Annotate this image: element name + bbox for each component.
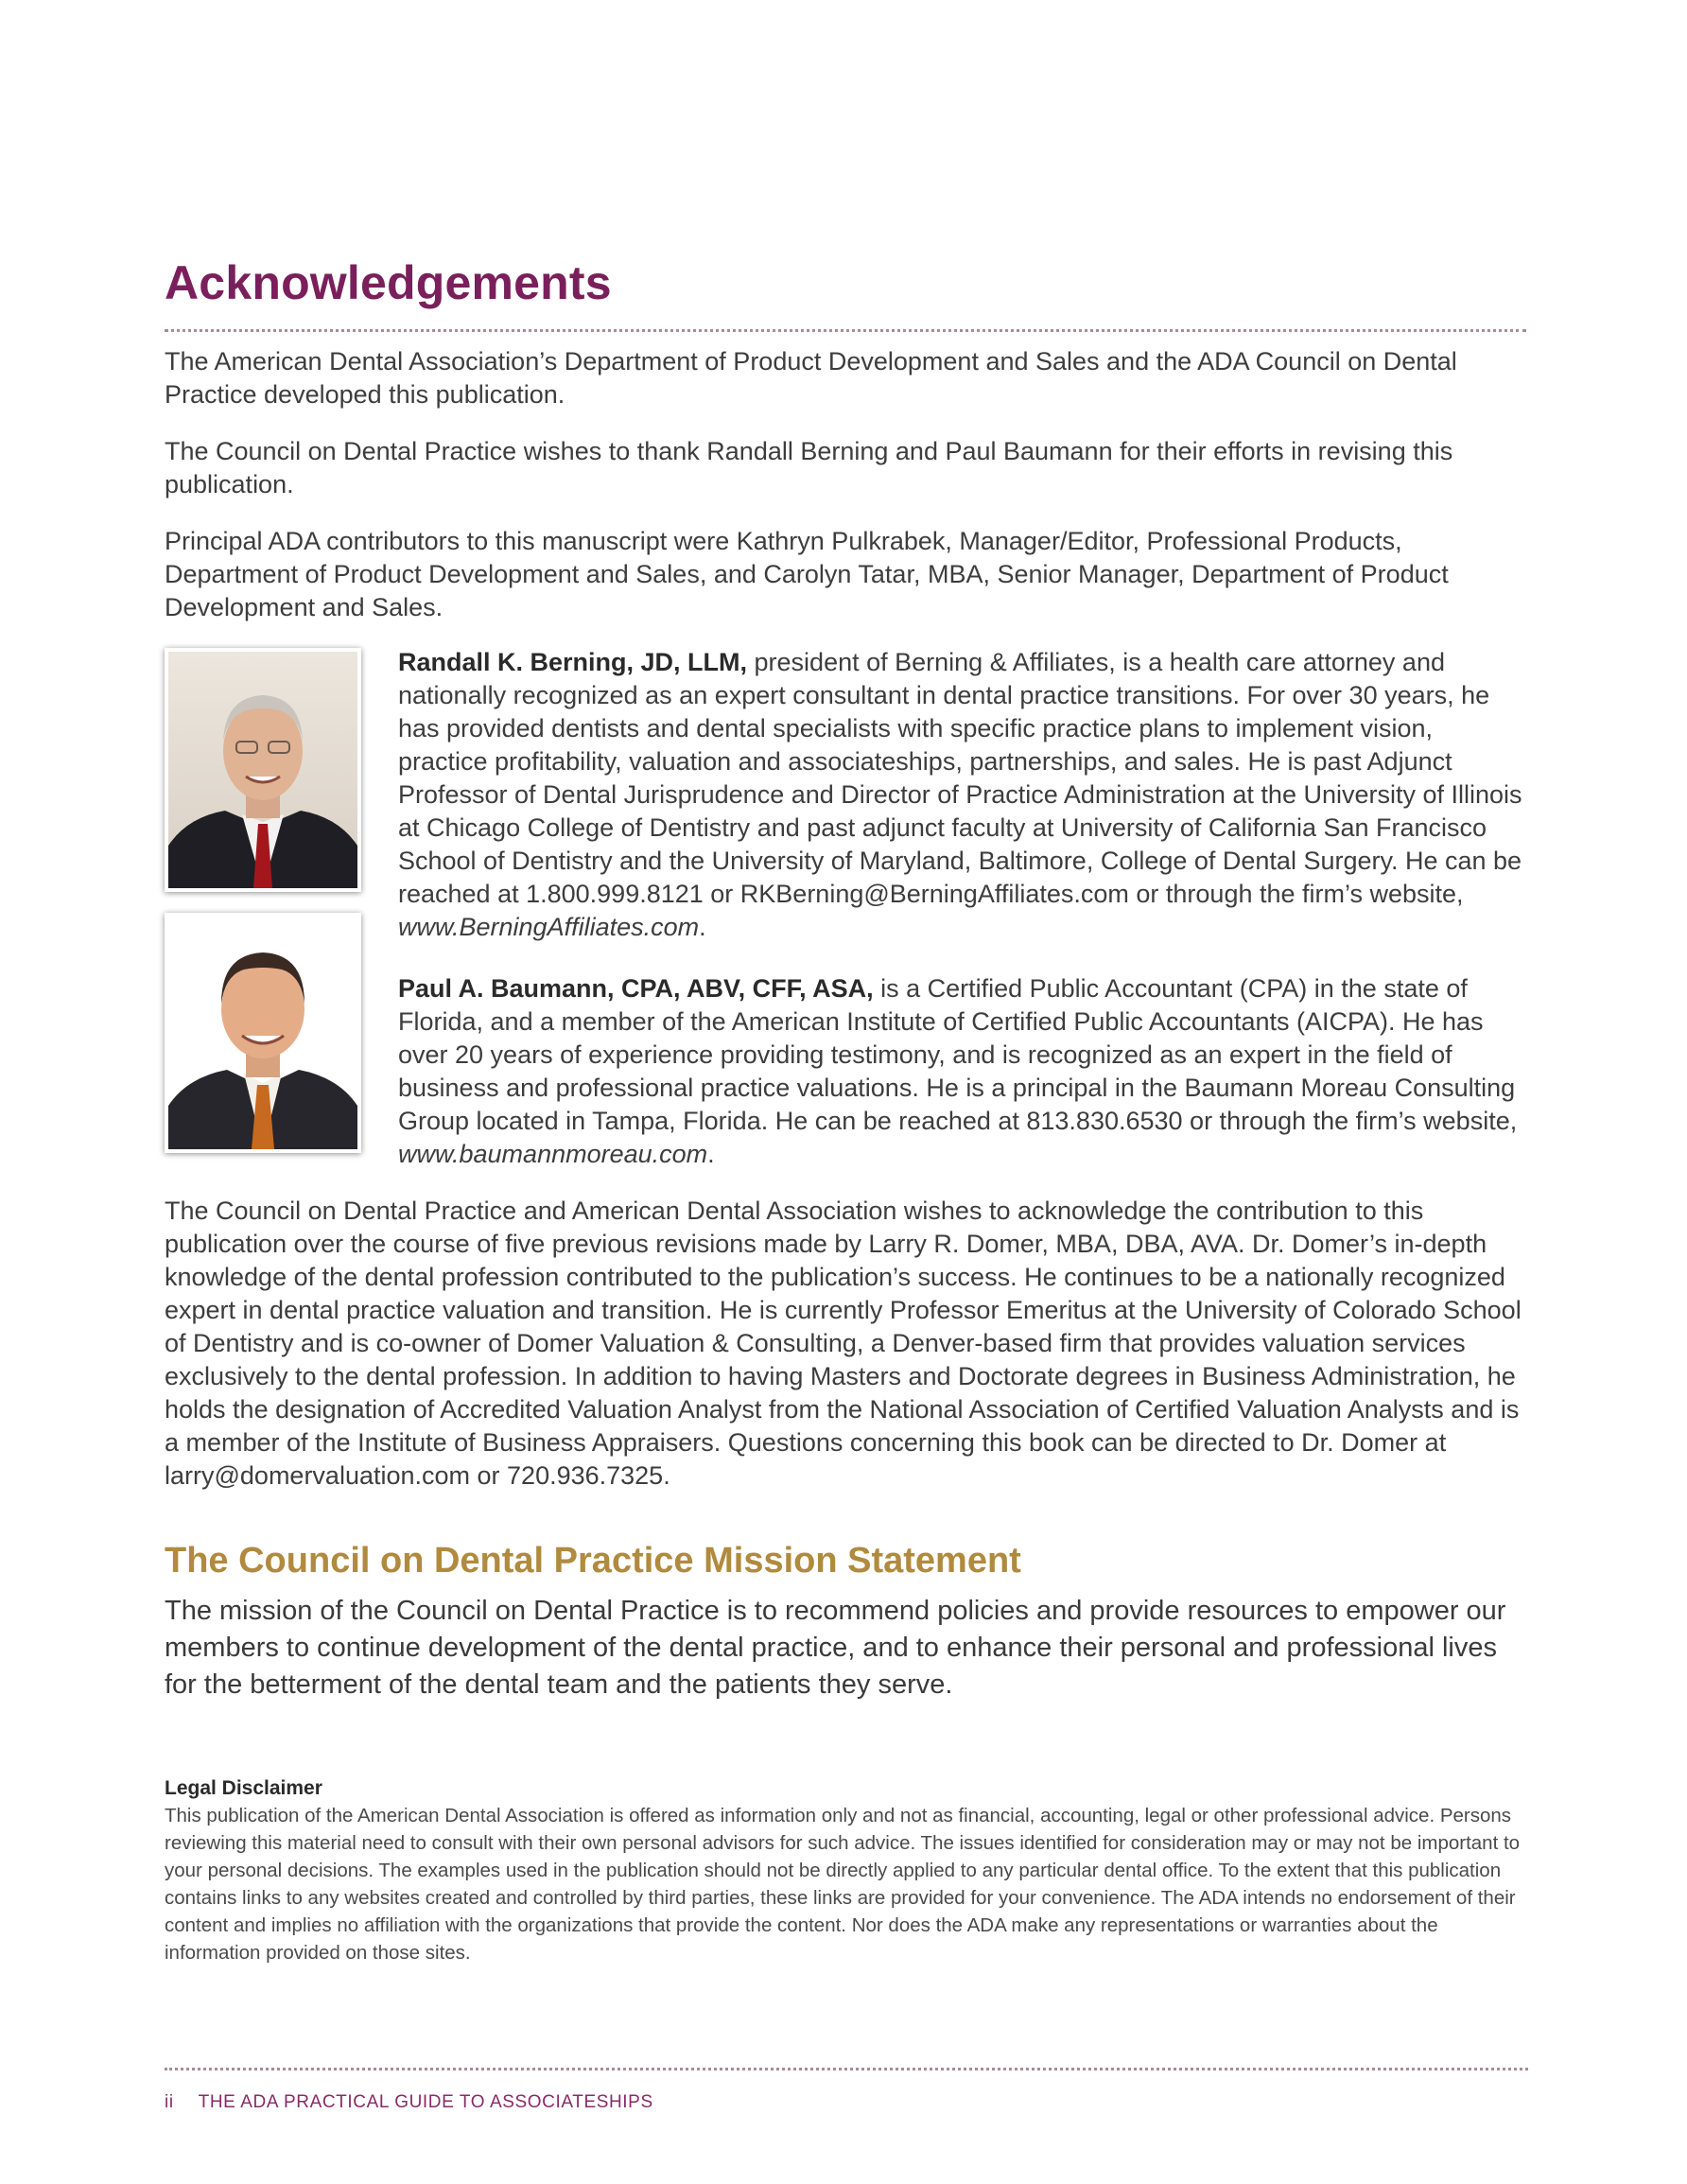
page-title: Acknowledgements [165, 256, 612, 309]
berning-photo [165, 648, 361, 892]
portrait-berning-image [168, 652, 357, 888]
legal-heading: Legal Disclaimer [165, 1777, 322, 1799]
bio-name: Randall K. Berning, JD, LLM, [398, 648, 748, 676]
intro-paragraph-3: Principal ADA contributors to this manuscript were Kathryn Pulkrabek, Manager/Editor, Professional Products, Department of Product Development and Sales, and Carolyn Tatar, MBA, Senior Manager, Department of Product Development and Sales. [165, 527, 1449, 621]
page-footer [165, 2092, 653, 2113]
main-content [165, 253, 1528, 1966]
intro-paragraph-1: The American Dental Association’s Department of Product Development and Sales and the ADA Council on Dental Practice developed this publication. [165, 347, 1457, 409]
mission-heading: The Council on Dental Practice Mission Statement [165, 1541, 1021, 1581]
bio-end: . [699, 913, 706, 941]
portrait-baumann-image [168, 917, 357, 1149]
bio-name: Paul A. Baumann, CPA, ABV, CFF, ASA, [398, 974, 874, 1003]
bio-website-link[interactable]: www.baumannmoreau.com [398, 1140, 708, 1168]
legal-text: This publication of the American Dental Association is offered as information only and not as financial, accounting, legal or other professional advice. Persons reviewing this material need to consult with their own personal advisors for such advice. The issues identified for consideration may or may not be important to your personal decisions. The examples used in the publication should not be directly applied to any particular dental office. To the extent that this publication contains links to any websites created and controlled by third parties, these links are provided for your convenience. The ADA intends no endorsement of their content and implies no affiliation with the organizations that provide the content. Nor does the ADA make any representations or warranties about the information provided on those sites. [165, 1805, 1521, 1964]
intro-paragraph-2: The Council on Dental Practice wishes to thank Randall Berning and Paul Baumann for their efforts in revising this publication. [165, 437, 1453, 498]
contributor-bios [165, 646, 1528, 1195]
bio-text: is a Certified Public Accountant (CPA) in the state of Florida, and a member of the American Institute of Certified Public Accountants (AICPA). He has over 20 years of experience providing testimony, and is recognized as an expert in the field of business and professional practice valuations. He is a principal in the Baumann Moreau Consulting Group located in Tampa, Florida. He can be reached at 813.830.6530 or through the firm’s website, [398, 974, 1518, 1135]
bio-berning [398, 646, 1528, 944]
domer-paragraph: The Council on Dental Practice and American Dental Association wishes to acknowledge the contribution to this publication over the course of five previous revisions made by Larry R. Domer, MBA, DBA, AVA. Dr. Domer’s in-depth knowledge of the dental profession contributed to the publication’s success. He continues to be a nationally recognized expert in dental practice valuation and transition. He is currently Professor Emeritus at the University of Colorado School of Dentistry and is co-owner of Domer Valuation & Consulting, a Denver-based firm that provides valuation services exclusively to the dental profession. In addition to having Masters and Doctorate degrees in Business Administration, he holds the designation of Accredited Valuation Analyst from the National Association of Certified Valuation Analysts and is a member of the Institute of Business Appraisers. Questions concerning this book can be directed to Dr. Domer at larry@domervaluation.com or 720.936.7325. [165, 1197, 1522, 1490]
bio-website-link[interactable]: www.BerningAffiliates.com [398, 913, 700, 941]
bio-baumann [398, 972, 1528, 1171]
mission-text: The mission of the Council on Dental Practice is to recommend policies and provide resources to empower our members to continue development of the dental practice, and to enhance their personal and professional lives for the betterment of the dental team and the patients they serve. [165, 1596, 1506, 1700]
dotted-divider [165, 329, 1526, 332]
footer-divider [165, 2068, 1528, 2070]
footer-title: THE ADA PRACTICAL GUIDE TO ASSOCIATESHIPS [198, 2092, 653, 2112]
bio-end: . [707, 1140, 715, 1168]
page-number: ii [165, 2092, 174, 2112]
baumann-photo [165, 913, 361, 1153]
bio-text: president of Berning & Affiliates, is a health care attorney and nationally recognized as an expert consultant in dental practice transitions. For over 30 years, he has provided dentists and dental specialists with specific practice plans to implement vision, practice profitability, valuation and associateships, partnerships, and sales. He is past Adjunct Professor of Dental Jurisprudence and Director of Practice Administration at the University of Illinois at Chicago College of Dentistry and past adjunct faculty at University of California San Francisco School of Dentistry and the University of Maryland, Baltimore, College of Dental Surgery. He can be reached at 1.800.999.8121 or RKBerning@BerningAffiliates.com or through the firm’s website, [398, 648, 1522, 908]
